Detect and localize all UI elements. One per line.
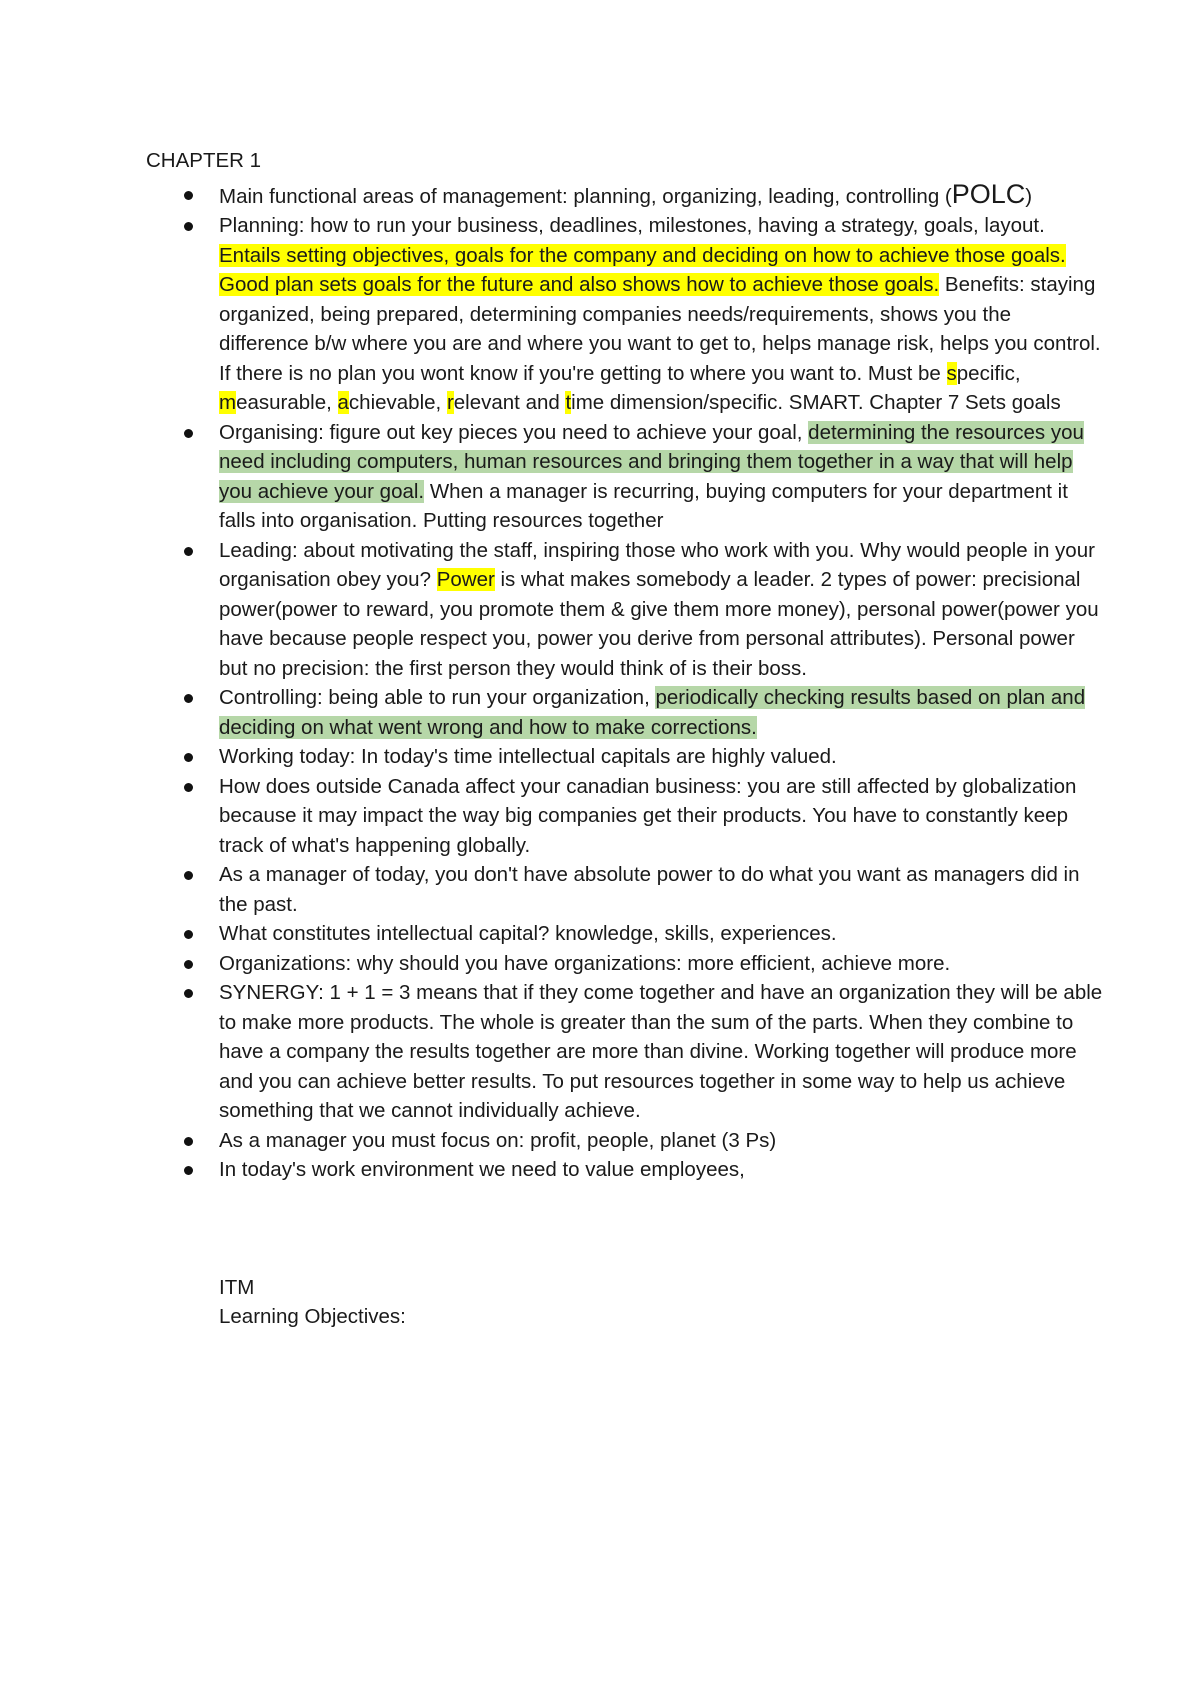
- itm-heading: ITM: [219, 1275, 255, 1299]
- highlighted-text-yellow: m: [219, 391, 237, 414]
- bullet-text: elevant and: [453, 391, 566, 414]
- bullet-dot-icon: [184, 547, 193, 556]
- bullet-text: What constitutes intellectual capital? knowledge, skills, experiences.: [219, 922, 837, 945]
- bullet-text: chievable,: [348, 391, 447, 414]
- bullet-item: [219, 418, 1105, 536]
- highlighted-text-green: periodically checking results based on plan and deciding on what went wrong and how to make corrections.: [219, 686, 1086, 739]
- highlighted-text-yellow: Power: [436, 568, 495, 591]
- bullet-item: [219, 860, 1105, 919]
- bullet-text: pecific,: [956, 361, 1021, 385]
- bullet-dot-icon: [184, 871, 193, 880]
- bullet-text: SYNERGY: 1 + 1 = 3 means that if they come together and have an organization they will be able to make more products. The whole is greater than the sum of the parts. When they combine to have a company the results together are more than divine. Working together will produce more and you can achieve better results. To put resources together in some way to help us achieve something that we cannot individually achieve.: [219, 981, 1103, 1122]
- bullet-text: is what makes somebody a leader. 2 types of power: precisional power(power to reward, you promote them & give them more money), personal power(power you have because people respect you, power you derive from personal attributes). Personal power but no precision: the first person they would think of is their boss.: [219, 568, 1099, 680]
- bullet-item: [219, 1126, 1105, 1156]
- bullet-text: In today's work environment we need to value employees,: [219, 1158, 745, 1181]
- polc-acronym: POLC: [951, 178, 1026, 209]
- chapter-heading: CHAPTER 1: [146, 149, 262, 172]
- bullet-item: [219, 772, 1105, 861]
- learning-objectives-heading: Learning Objectives:: [219, 1305, 406, 1328]
- trailing-notes: [146, 1273, 1106, 1332]
- highlighted-text-yellow: a: [337, 391, 349, 414]
- bullet-text: Main functional areas of management: planning, organizing, leading, controlling (: [219, 184, 952, 208]
- bullet-list: [146, 180, 1106, 1185]
- highlighted-text-yellow: Entails setting objectives, goals for the company and deciding on how to achieve those goals. Good plan sets goals for the future and also shows how to achieve those goals.: [219, 243, 1066, 296]
- bullet-text: Leading: about motivating the staff, inspiring those who work with you. Why would people in your organisation obey you?: [219, 538, 1095, 591]
- bullet-item: [219, 536, 1105, 684]
- bullet-item: [219, 1155, 1105, 1185]
- bullet-text: ): [1025, 184, 1033, 208]
- bullet-dot-icon: [184, 960, 193, 969]
- bullet-text: Working today: In today's time intellectual capitals are highly valued.: [219, 745, 837, 768]
- bullet-item: [219, 919, 1105, 949]
- bullet-item: [219, 978, 1105, 1126]
- bullet-text: Controlling: being able to run your organization,: [219, 686, 656, 709]
- bullet-text: Planning: how to run your business, deadlines, milestones, having a strategy, goals, layout.: [219, 214, 1045, 237]
- document-body: [146, 146, 1106, 1332]
- bullet-dot-icon: [184, 191, 193, 200]
- bullet-dot-icon: [184, 429, 193, 438]
- bullet-text: As a manager you must focus on: profit, people, planet (3 Ps): [219, 1128, 777, 1152]
- bullet-dot-icon: [184, 783, 193, 792]
- bullet-text: Benefits: staying organized, being prepared, determining companies needs/requirements, shows you the difference b/w where you are and where you want to get to, helps manage risk, helps you control. If there is no plan you wont know if you're getting to where you want to. Must be: [219, 273, 1101, 385]
- bullet-text: Organising: figure out key pieces you need to achieve your goal,: [219, 420, 809, 444]
- bullet-dot-icon: [184, 1166, 193, 1175]
- bullet-item: [219, 211, 1105, 418]
- highlighted-text-yellow: r: [446, 391, 454, 414]
- highlighted-text-green: determining the resources you need including computers, human resources and bringing them together in a way that will help you achieve your goal.: [219, 420, 1084, 503]
- highlighted-text-yellow: t: [565, 391, 572, 414]
- bullet-dot-icon: [184, 753, 193, 762]
- bullet-item: [219, 949, 1105, 979]
- bullet-text: Organizations: why should you have organizations: more efficient, achieve more.: [219, 951, 951, 975]
- bullet-item: [219, 742, 1105, 772]
- bullet-text: How does outside Canada affect your canadian business: you are still affected by globalization because it may impact the way big companies get their products. You have to constantly keep track of what's happening globally.: [219, 774, 1077, 857]
- bullet-text: ime dimension/specific. SMART. Chapter 7 Sets goals: [571, 391, 1061, 414]
- bullet-text: As a manager of today, you don't have absolute power to do what you want as managers did in the past.: [219, 863, 1080, 916]
- highlighted-text-yellow: s: [946, 361, 957, 385]
- bullet-item: [219, 180, 1105, 212]
- bullet-dot-icon: [184, 222, 193, 231]
- bullet-text: easurable,: [236, 391, 338, 414]
- bullet-dot-icon: [184, 694, 193, 703]
- bullet-dot-icon: [184, 1137, 193, 1146]
- bullet-text: When a manager is recurring, buying computers for your department it falls into organisation. Putting resources together: [219, 479, 1068, 532]
- bullet-dot-icon: [184, 930, 193, 939]
- bullet-item: [219, 683, 1105, 742]
- bullet-dot-icon: [184, 989, 193, 998]
